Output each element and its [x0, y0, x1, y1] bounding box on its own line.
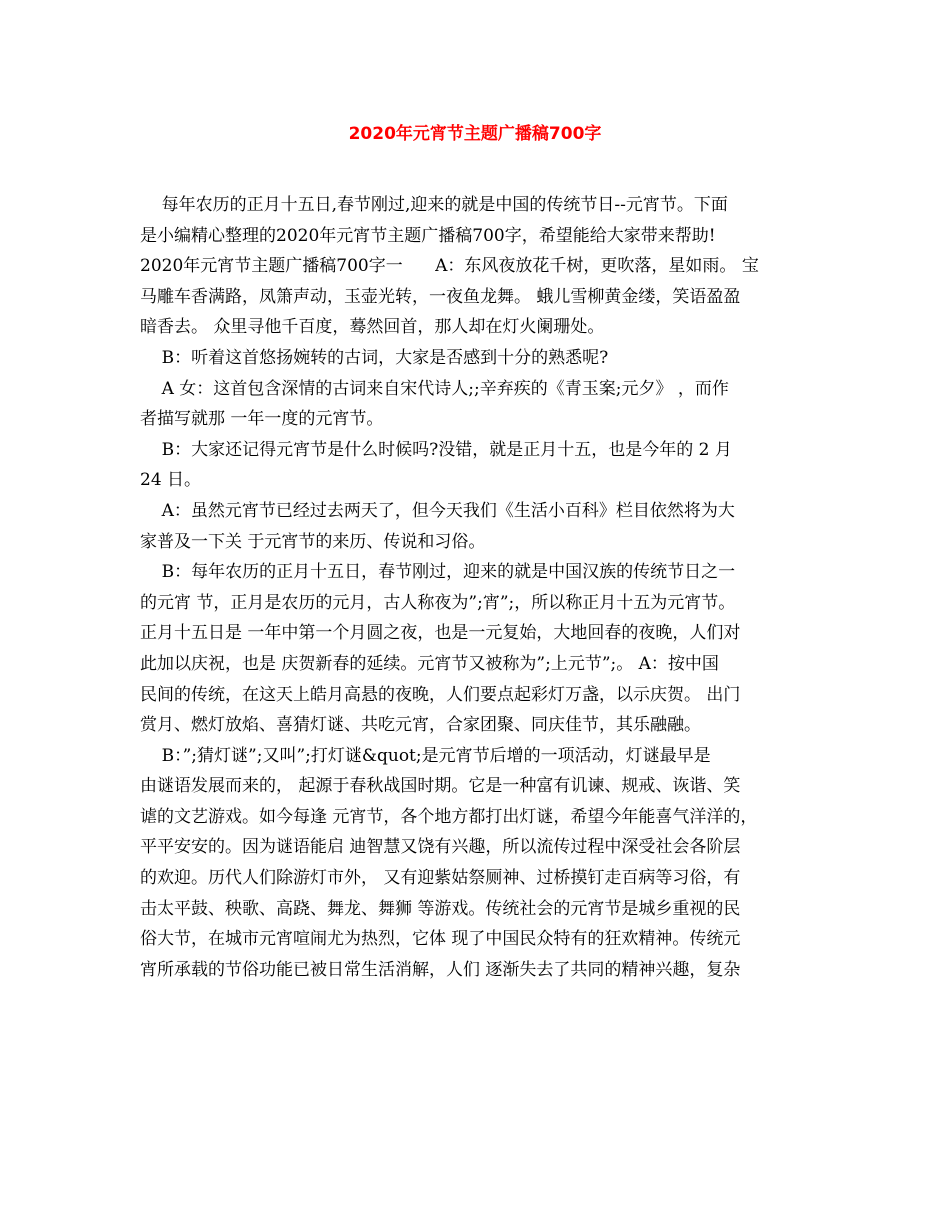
text-line: 是小编精心整理的2020年元宵节主题广播稿700字，希望能给大家带来帮助! — [140, 225, 716, 246]
text-line: 暗香去。 众里寻他千百度，蓦然回首，那人却在灯火阑珊处。 — [140, 317, 605, 338]
text-line: 此加以庆祝，也是 庆贺新春的延续。元宵节又被称为”;上元节”;。 A：按中国 — [140, 653, 719, 674]
text-line: B：每年农历的正月十五日，春节刚过，迎来的就是中国汉族的传统节日之一 — [140, 562, 736, 583]
text-line: 民间的传统，在这天上皓月高悬的夜晚，人们要点起彩灯万盏，以示庆贺。 出门 — [140, 684, 741, 705]
text-line: 的元宵 节，正月是农历的元月，古人称夜为”;宵”;，所以称正月十五为元宵节。 — [140, 592, 736, 613]
text-line: 由谜语发展而来的， 起源于春秋战国时期。它是一种富有讥谏、规戒、诙谐、笑 — [140, 776, 741, 797]
text-line: A 女：这首包含深情的古词来自宋代诗人;;辛弃疾的《青玉案;元夕》 ，而作 — [140, 378, 729, 399]
text-line: 每年农历的正月十五日,春节刚过,迎来的就是中国的传统节日--元宵节。下面 — [140, 195, 728, 215]
text-line: 谑的文艺游戏。如今每逢 元宵节，各个地方都打出灯谜，希望今年能喜气洋洋的， — [140, 806, 758, 827]
text-line: 宵所承载的节俗功能已被日常生活消解，人们 逐渐失去了共同的精神兴趣，复杂 — [140, 959, 741, 980]
text-line: 的欢迎。历代人们除游灯市外， 又有迎紫姑祭厕神、过桥摸钉走百病等习俗，有 — [140, 868, 741, 889]
text-line: 2020年元宵节主题广播稿700字一 A：东风夜放花千树，更吹落，星如雨。 宝 — [140, 256, 759, 277]
text-line: 家普及一下关 于元宵节的来历、传说和习俗。 — [140, 531, 486, 552]
text-line: 正月十五日是 一年中第一个月圆之夜，也是一元复始，大地回春的夜晚，人们对 — [140, 623, 741, 644]
text-line: 俗大节，在城市元宵喧闹尤为热烈，它体 现了中国民众特有的狂欢精神。传统元 — [140, 929, 741, 950]
document-body — [140, 190, 815, 985]
document-title: 2020年元宵节主题广播稿700字 — [348, 124, 602, 144]
text-line: 马雕车香满路，凤箫声动，玉壶光转，一夜鱼龙舞。 蛾儿雪柳黄金缕，笑语盈盈 — [140, 286, 741, 307]
text-line: B：大家还记得元宵节是什么时候吗?没错，就是正月十五，也是今年的 2 月 — [140, 439, 732, 460]
text-line: 赏月、燃灯放焰、喜猜灯谜、共吃元宵，合家团聚、同庆佳节，其乐融融。 — [140, 715, 701, 736]
text-line: A：虽然元宵节已经过去两天了，但今天我们《生活小百科》栏目依然将为大 — [140, 500, 735, 521]
text-line: 击太平鼓、秧歌、高跷、舞龙、舞狮 等游戏。传统社会的元宵节是城乡重视的民 — [140, 898, 741, 919]
text-line: 者描写就那 一年一度的元宵节。 — [140, 409, 384, 430]
text-line: B：听着这首悠扬婉转的古词，大家是否感到十分的熟悉呢? — [140, 347, 609, 368]
text-line: 平平安安的。因为谜语能启 迪智慧又饶有兴趣，所以流传过程中深受社会各阶层 — [140, 837, 741, 858]
text-line: 24 日。 — [140, 470, 202, 491]
text-line: B：”;猜灯谜”;又叫”;打灯谜&quot;是元宵节后增的一项活动，灯谜最早是 — [140, 745, 711, 766]
